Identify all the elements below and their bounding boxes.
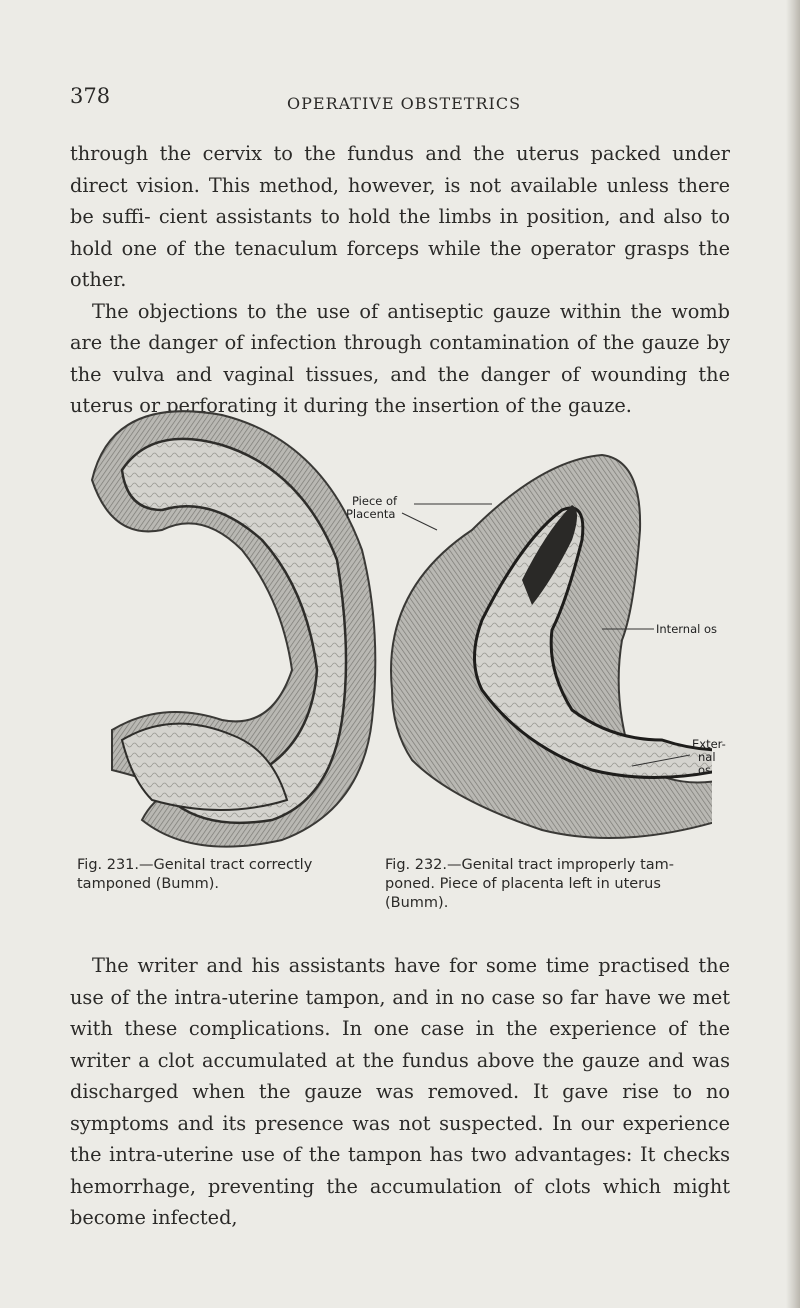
top-text-block	[70, 138, 730, 422]
fig-231-caption: Fig. 231.—Genital tract correctly tamponed (Bumm).	[77, 857, 313, 892]
page-edge-shadow	[786, 0, 800, 1308]
label-external-os-2: nal os	[698, 750, 716, 777]
leader-lines	[72, 400, 732, 860]
label-piece-of: Piece of	[352, 494, 398, 508]
label-placenta: Placenta	[346, 507, 396, 521]
fig-232-caption: Fig. 232.—Genital tract improperly tam- poned. Piece of placenta left in uterus (Bumm).	[385, 857, 675, 911]
label-internal-os: Internal os	[656, 622, 718, 636]
paragraph: through the cervix to the fundus and the uterus packed under direct vision. This method, however, is not available unless there be suffi- cient assistants to hold the limbs in position, and also to hold one of the tenaculum forceps while the operator grasps the other.	[70, 142, 730, 291]
paragraph: The objections to the use of antiseptic gauze within the womb are the danger of infection through contamination of the gauze by the vulva and vaginal tissues, and the danger of wounding the uterus or perforating it during the insertion of the gauze.	[70, 299, 730, 417]
bottom-paragraph: The writer and his assistants have for some time practised the use of the intra-uterine tampon, and in no case so far have we met with these complications. In one case in the experience of the writer a clot accumulated at the fundus above the gauze and was discharged when the gauze was removed. It gave rise to no symptoms and its presence was not suspected. In our experience the intra-uterine use of the tampon has two advantages: It checks hemorrhage, preventing the accumulation of clots which might become infected,	[70, 954, 730, 1229]
page-number: 378	[70, 84, 111, 108]
label-external-os-1: Exter-	[692, 737, 726, 751]
running-head: OPERATIVE OBSTETRICS	[287, 94, 522, 113]
figure-area	[72, 400, 732, 860]
